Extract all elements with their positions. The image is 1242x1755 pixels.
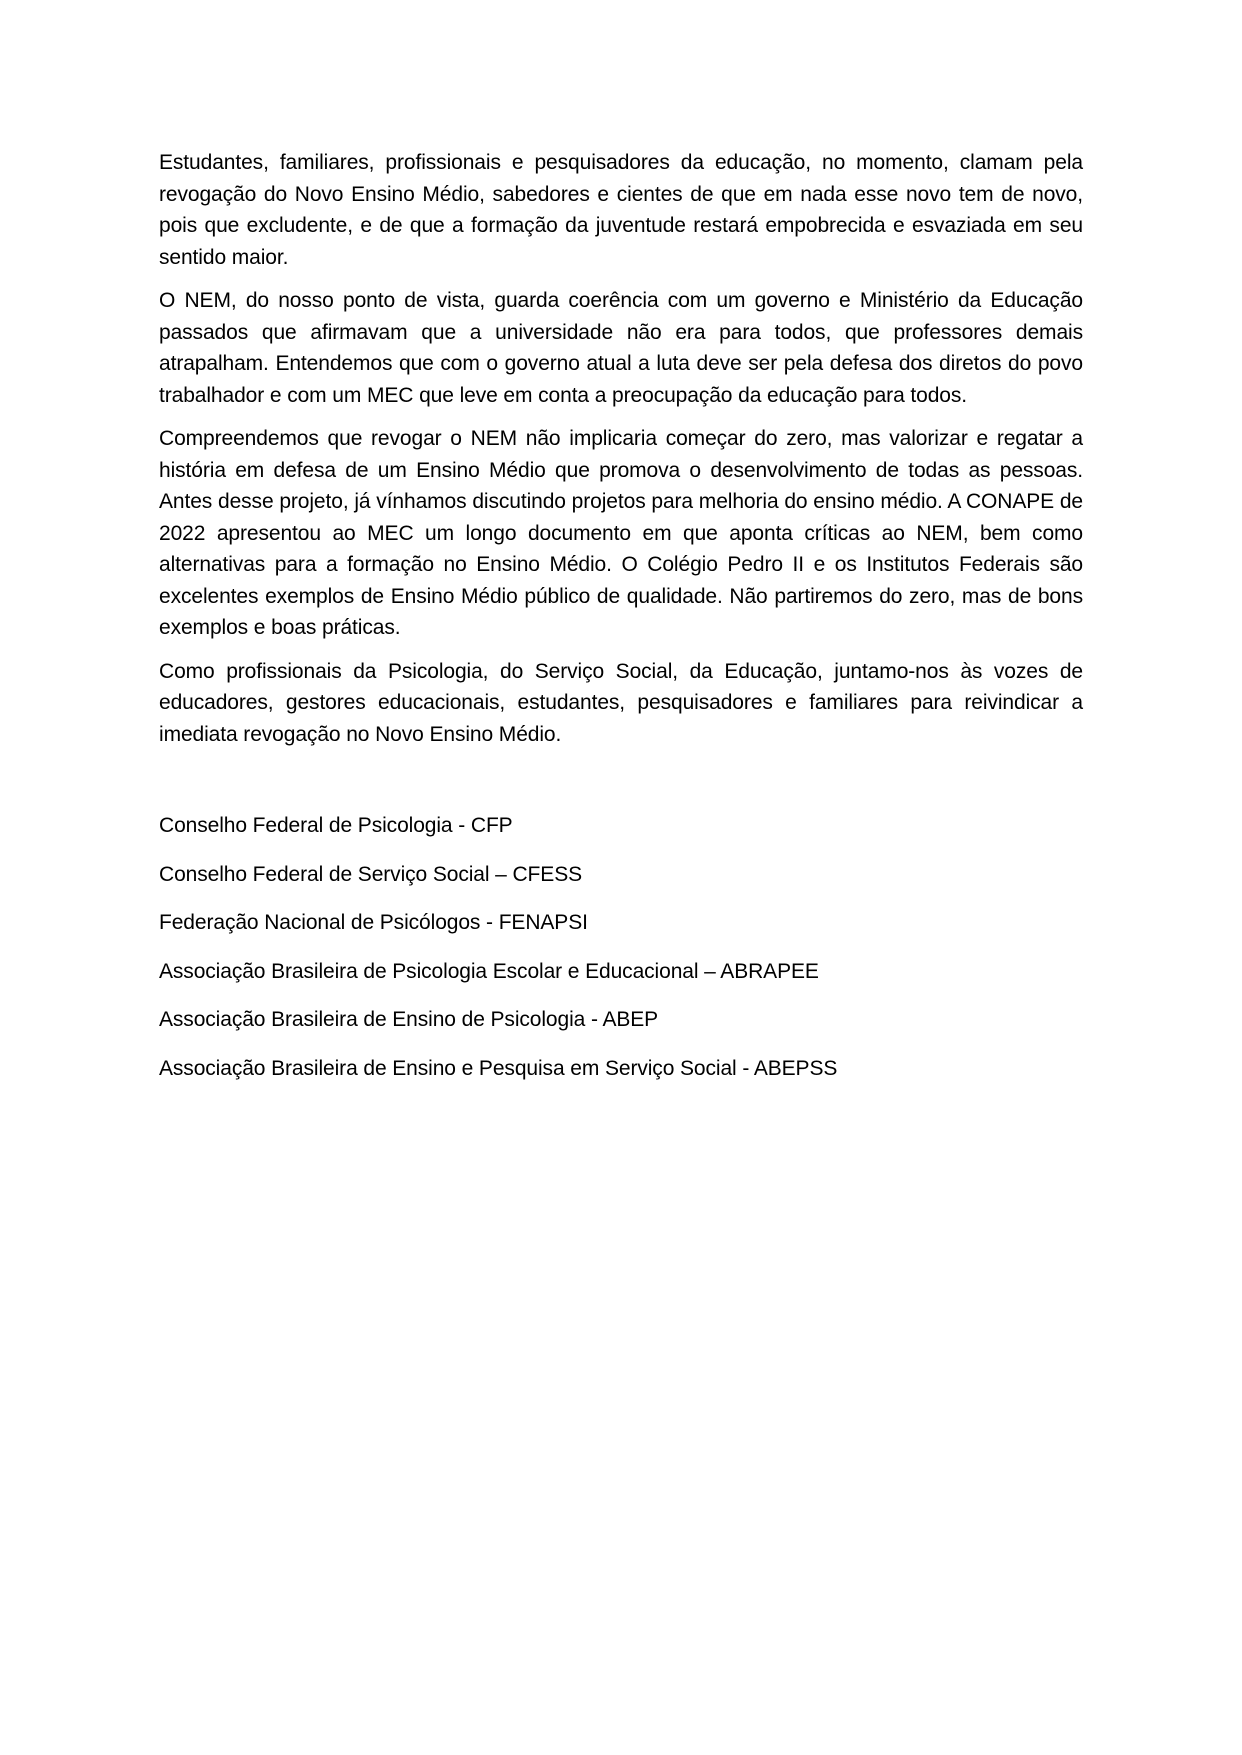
paragraph-compreendemos: Compreendemos que revogar o NEM não implicaria começar do zero, mas valorizar e regatar a história em defesa de um Ensino Médio que promova o desenvolvimento de todas as pessoas. Antes desse projeto, já vínhamos discutindo projetos para melhoria do ensino médio. A CONAPE de 2022 apresentou ao MEC um longo documento em que aponta críticas ao NEM, bem como alternativas para a formação no Ensino Médio. O Colégio Pedro II e os Institutos Federais são excelentes exemplos de Ensino Médio público de qualidade. Não partiremos do zero, mas de bons exemplos e boas práticas. (159, 427, 1083, 639)
blank-line-spacer (159, 762, 1083, 810)
paragraph-intro-revogacao: Estudantes, familiares, profissionais e pesquisadores da educação, no momento, clamam pela revogação do Novo Ensino Médio, sabedores e cientes de que em nada esse novo tem de novo, pois que excludente, e de que a formação da juventude restará empobrecida e esvaziada em seu sentido maior. (159, 151, 1083, 269)
signatory-abepss: Associação Brasileira de Ensino e Pesquisa em Serviço Social - ABEPSS (159, 1056, 838, 1080)
signatory-cfp: Conselho Federal de Psicologia - CFP (159, 814, 513, 837)
signatory-abrapee: Associação Brasileira de Psicologia Escolar e Educacional – ABRAPEE (159, 959, 819, 983)
signatory-abep: Associação Brasileira de Ensino de Psicologia - ABEP (159, 1008, 659, 1031)
signatory-cfess: Conselho Federal de Serviço Social – CFESS (159, 862, 583, 886)
paragraph-como-profissionais: Como profissionais da Psicologia, do Serviço Social, da Educação, juntamo-nos às vozes de educadores, gestores educacionais, estudantes, pesquisadores e familiares para reivindicar a imediata revogação no Novo Ensino Médio. (159, 659, 1083, 746)
paragraph-nem-coerencia: O NEM, do nosso ponto de vista, guarda coerência com um governo e Ministério da Educação passados que afirmavam que a universidade não era para todos, que professores demais atrapalham. Entendemos que com o governo atual a luta deve ser pela defesa dos diretos do povo trabalhador e com um MEC que leve em conta a preocupação da educação para todos. (159, 289, 1083, 407)
signatory-fenapsi: Federação Nacional de Psicólogos - FENAPSI (159, 911, 588, 934)
